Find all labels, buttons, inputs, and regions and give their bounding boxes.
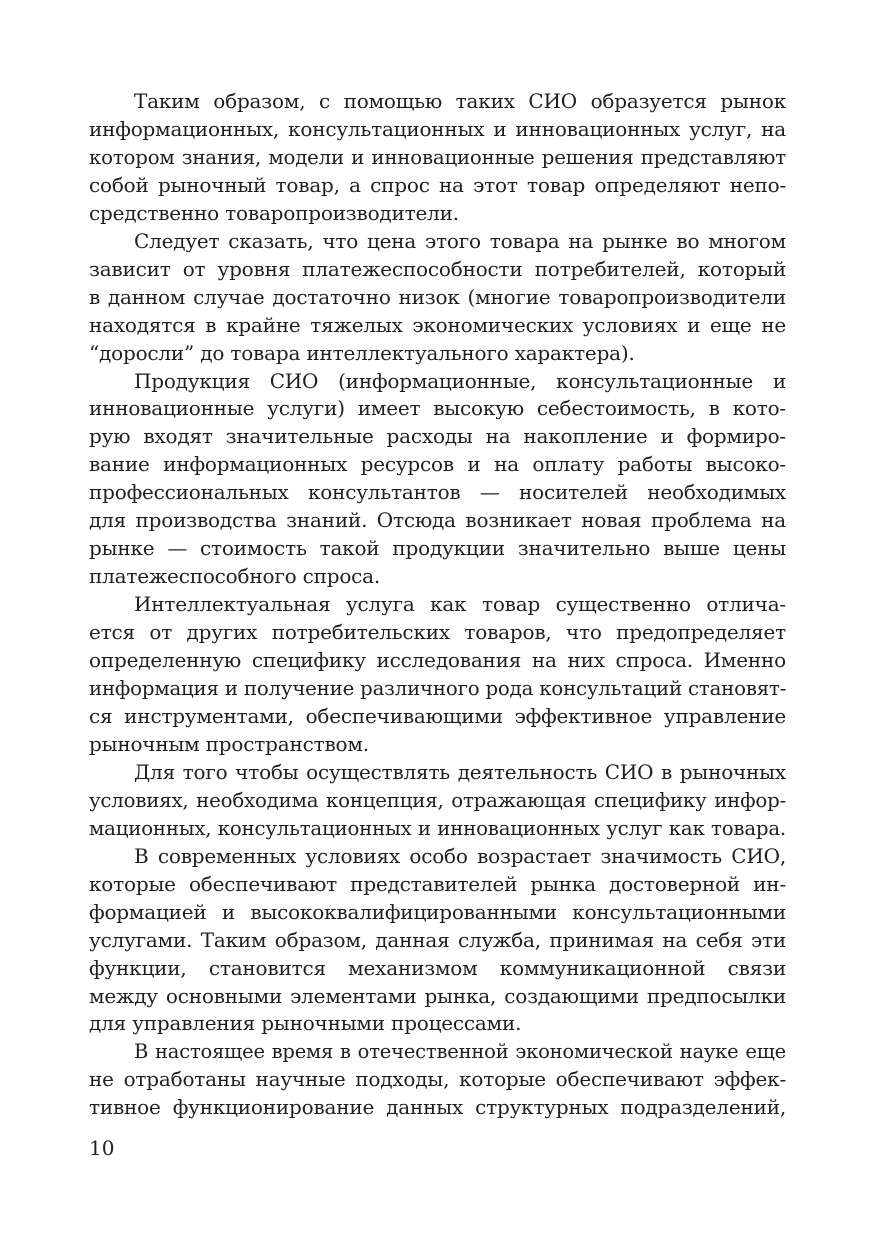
text-line: В современных условиях особо возрастает значимость СИО,: [134, 843, 786, 868]
text-line: зависит от уровня платежеспособности потребителей, который: [89, 256, 786, 281]
text-line: собой рыночный товар, а спрос на этот товар определяют непо-: [89, 172, 786, 197]
text-line: Таким образом, с помощью таких СИО образуется рынок: [134, 89, 786, 113]
text-line: средственно товаропроизводители.: [89, 200, 459, 225]
text-line: рыночным пространством.: [89, 731, 369, 756]
text-line: не отработаны научные подходы, которые обеспечивают эффек-: [89, 1067, 786, 1092]
text-line: информационных, консультационных и инновационных услуг, на: [89, 116, 786, 141]
text-line: рынке — стоимость такой продукции значительно выше цены: [89, 536, 786, 561]
text-line: Следует сказать, что цена этого товара на рынке во многом: [134, 228, 786, 253]
text-line: мационных, консультационных и инновационных услуг как товара.: [89, 816, 786, 840]
text-line: В настоящее время в отечественной экономической науке еще: [134, 1040, 786, 1064]
text-line: определенную специфику исследования на них спроса. Именно: [89, 648, 786, 673]
text-line: Продукция СИО (информационные, консультационные и: [134, 368, 786, 393]
text-line: для управления рыночными процессами.: [89, 1011, 522, 1036]
text-line: для производства знаний. Отсюда возникает новая проблема на: [89, 508, 786, 533]
text-line: “доросли” до товара интеллектуального характера).: [89, 340, 635, 365]
text-line: между основными элементами рынка, создающими предпосылки: [89, 983, 786, 1008]
text-line: находятся в крайне тяжелых экономических условиях и еще не: [89, 312, 786, 337]
text-line: Интеллектуальная услуга как товар существенно отлича-: [134, 592, 786, 617]
page-number: 10: [89, 1136, 115, 1160]
text-line: ся инструментами, обеспечивающими эффективное управление: [89, 703, 786, 728]
text-line: формацией и высококвалифицированными консультационными: [89, 899, 786, 924]
text-line: функции, становится механизмом коммуникационной связи: [89, 955, 786, 980]
text-line: Для того чтобы осуществлять деятельность СИО в рыночных: [134, 759, 786, 784]
text-line: услугами. Таким образом, данная служба, принимая на себя эти: [89, 927, 786, 952]
text-line: условиях, необходима концепция, отражающая специфику инфор-: [89, 788, 786, 812]
text-line: рую входят значительные расходы на накопление и формиро-: [89, 424, 786, 449]
text-line: информация и получение различного рода консультаций становят-: [89, 677, 786, 701]
text-line: в данном случае достаточно низок (многие товаропроизводители: [89, 284, 786, 309]
text-line: тивное функционирование данных структурных подразделений,: [89, 1095, 786, 1120]
page-body-text: [89, 88, 786, 1122]
text-line: ется от других потребительских товаров, что предопределяет: [89, 620, 786, 645]
text-line: платежеспособного спроса.: [89, 564, 381, 589]
text-line: которые обеспечивают представителей рынка достоверной ин-: [89, 871, 786, 896]
text-line: профессиональных консультантов — носителей необходимых: [89, 480, 786, 505]
text-line: котором знания, модели и инновационные решения представляют: [89, 145, 786, 169]
text-line: вание информационных ресурсов и на оплату работы высоко-: [89, 452, 786, 477]
text-line: инновационные услуги) имеет высокую себестоимость, в кото-: [89, 396, 786, 421]
